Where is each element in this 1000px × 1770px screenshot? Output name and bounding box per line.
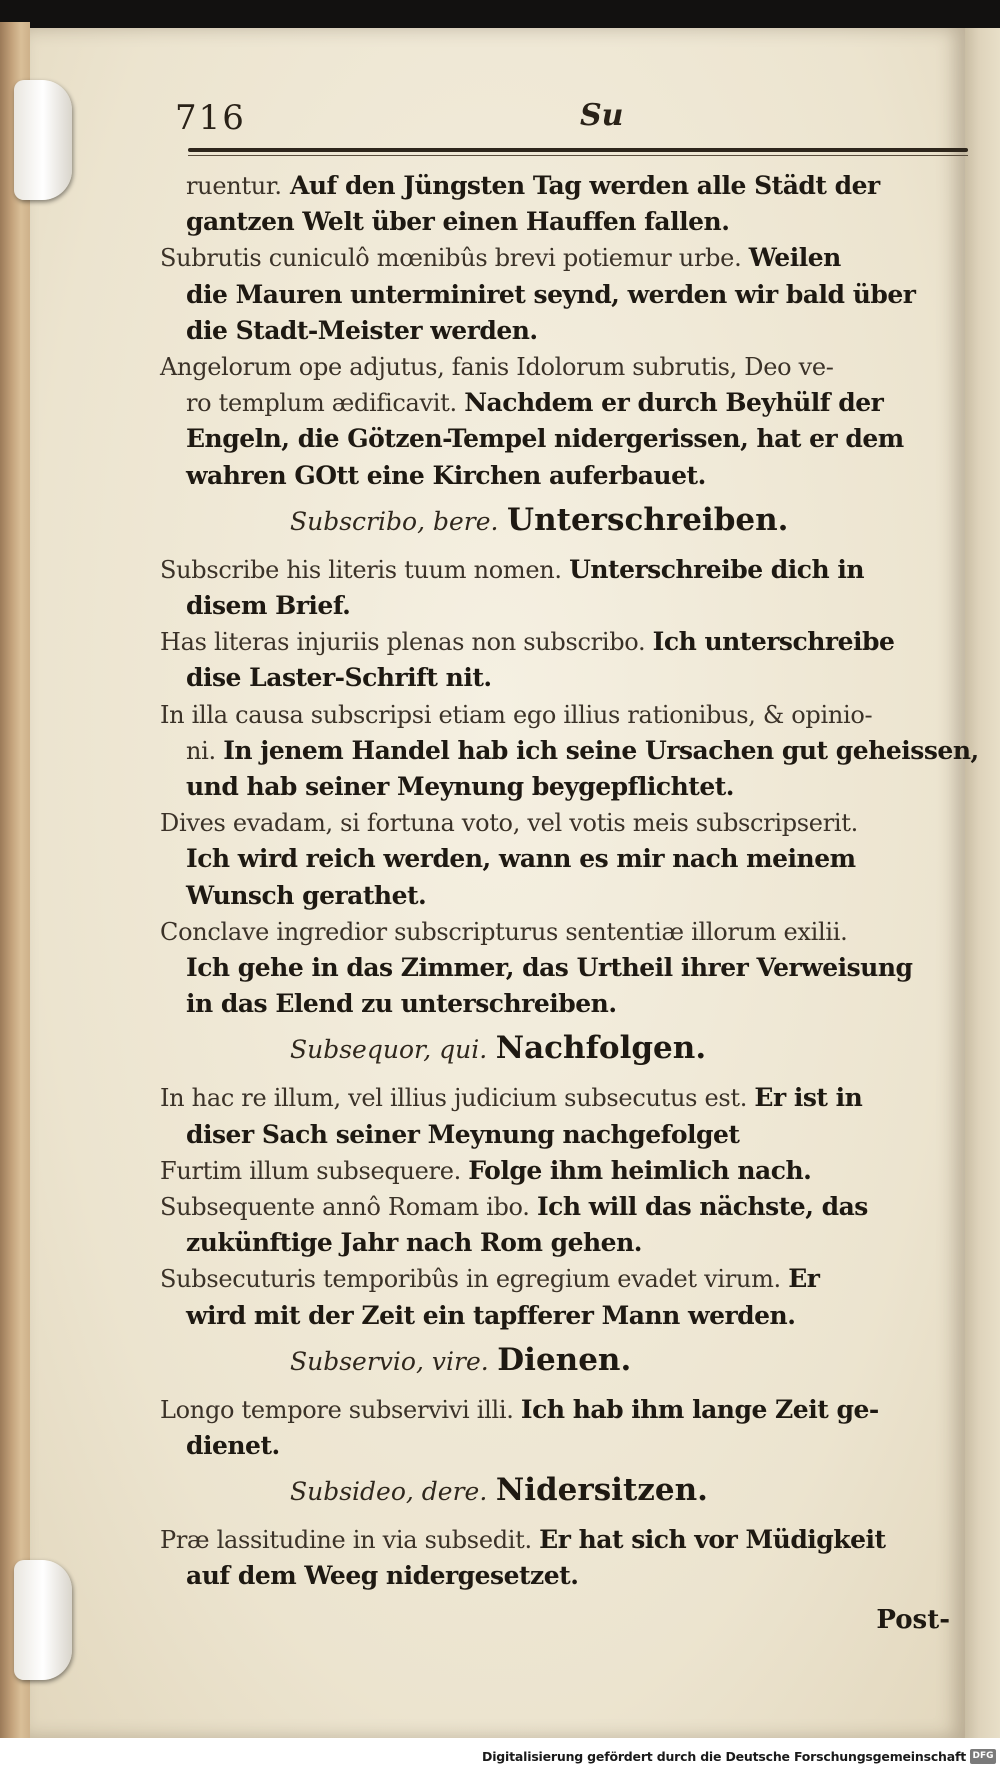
german-translation: Weilen <box>748 243 841 273</box>
latin-phrase: Præ lassitudine in via subsedit. <box>160 1526 540 1555</box>
latin-phrase: Angelorum ope adjutus, fanis Idolorum subrutis, Deo ve- <box>160 353 834 381</box>
german-translation: In jenem Handel hab ich seine Ursachen gut geheissen, <box>223 735 979 765</box>
latin-phrase: Subsecuturis temporibûs in egregium evadet virum. <box>160 1265 789 1294</box>
facing-page-strip <box>965 28 1000 1738</box>
german-translation: auf dem Weeg nidergesetzet. <box>186 1561 579 1591</box>
text-line <box>160 349 834 385</box>
text-line <box>186 986 617 1022</box>
text-line <box>160 805 858 841</box>
text-line <box>160 240 841 276</box>
german-translation: diser Sach seiner Meynung nachgefolget <box>186 1119 740 1149</box>
text-line <box>186 1225 642 1261</box>
german-translation: Nachdem er durch Beyhülf der <box>464 388 884 418</box>
text-line <box>186 1117 739 1153</box>
german-translation: die Mauren unterminiret seynd, werden wir bald über <box>186 279 916 309</box>
german-translation: wahren GOtt eine Kirchen auferbauet. <box>186 460 706 490</box>
german-translation: zukünftige Jahr nach Rom gehen. <box>186 1228 642 1258</box>
latin-phrase: In illa causa subscripsi etiam ego illius rationibus, & opinio- <box>160 700 873 729</box>
heading-latin: Subscribo, bere. <box>290 506 499 536</box>
text-line <box>186 168 880 204</box>
heading-latin: Subservio, vire. <box>290 1346 489 1376</box>
entry-heading <box>290 1030 706 1068</box>
german-translation: Ich wird reich werden, wann es mir nach meinem <box>186 844 856 874</box>
german-translation: Engeln, die Götzen-Tempel nidergerissen, hat er dem <box>186 424 904 454</box>
text-line <box>186 1558 578 1594</box>
latin-phrase: ro templum ædificavit. <box>186 389 465 418</box>
german-translation: gantzen Welt über einen Hauffen fallen. <box>186 207 730 237</box>
text-line <box>160 1080 862 1116</box>
latin-phrase: Conclave ingredior subscripturus sententiæ illorum exilii. <box>160 917 848 946</box>
heading-german: Nachfolgen. <box>495 1030 707 1067</box>
entry-heading <box>290 502 788 540</box>
running-head: Su <box>580 98 624 133</box>
text-line <box>186 841 856 877</box>
text-line <box>160 552 864 588</box>
latin-phrase: Subscribe his literis tuum nomen. <box>160 555 570 584</box>
german-translation: disem Brief. <box>186 591 351 620</box>
text-line <box>186 421 904 457</box>
text-line <box>186 277 915 313</box>
text-line <box>186 878 426 914</box>
heading-latin: Subsequor, qui. <box>290 1035 488 1065</box>
text-line <box>186 1428 280 1464</box>
heading-german: Unterschreiben. <box>507 501 789 538</box>
latin-phrase: Furtim illum subsequere. <box>160 1156 469 1185</box>
text-line <box>186 313 538 349</box>
german-translation: Unterschreibe dich in <box>569 554 865 584</box>
german-translation: dienet. <box>186 1431 280 1460</box>
digitization-credit: Digitalisierung gefördert durch die Deutsche Forschungsgemeinschaft <box>482 1749 966 1764</box>
text-line <box>186 1298 795 1334</box>
dfg-logo: DFG <box>970 1749 996 1764</box>
latin-phrase: ruentur. <box>186 172 282 200</box>
page-clip-bottom <box>14 1560 72 1680</box>
entry-heading <box>290 1342 631 1380</box>
latin-phrase: Subrutis cuniculô mœnibûs brevi potiemur urbe. <box>160 244 749 273</box>
german-translation: Er <box>788 1264 820 1294</box>
text-line <box>160 1392 879 1428</box>
text-line <box>186 769 734 805</box>
latin-phrase: Has literas injuriis plenas non subscribo. <box>160 628 653 657</box>
german-translation: Ich will das nächste, das <box>536 1192 868 1221</box>
text-line <box>186 733 979 769</box>
text-line <box>186 588 350 624</box>
header-rule-thin <box>188 155 968 156</box>
entry-heading <box>290 1472 708 1510</box>
german-translation: und hab seiner Meynung beygepflichtet. <box>186 772 734 801</box>
page-clip-top <box>14 80 72 200</box>
text-line <box>186 660 492 696</box>
german-translation: Auf den Jüngsten Tag werden alle Städt der <box>281 171 880 200</box>
heading-latin: Subsideo, dere. <box>290 1477 488 1507</box>
text-line <box>160 914 847 950</box>
german-translation: in das Elend zu unterschreiben. <box>186 989 617 1019</box>
german-translation: Folge ihm heimlich nach. <box>468 1155 812 1185</box>
latin-phrase: Subsequente annô Romam ibo. <box>160 1193 537 1221</box>
text-line <box>160 697 872 733</box>
german-translation: Ich gehe in das Zimmer, das Urtheil ihrer Verweisung <box>186 953 913 982</box>
latin-phrase: ni. <box>186 736 224 765</box>
text-line <box>160 1522 886 1558</box>
text-line <box>186 458 706 494</box>
text-line <box>160 1153 811 1189</box>
german-translation: Er ist in <box>754 1083 863 1113</box>
book-spine-edge <box>0 22 30 1742</box>
heading-german: Dienen. <box>497 1341 632 1378</box>
german-translation: Ich hab ihm lange Zeit ge- <box>520 1394 879 1424</box>
text-line <box>160 1189 868 1225</box>
text-line <box>186 204 729 240</box>
text-line <box>160 1261 819 1297</box>
latin-phrase: Dives evadam, si fortuna voto, vel votis meis subscripserit. <box>160 809 858 838</box>
header-rule <box>188 148 968 152</box>
heading-german: Nidersitzen. <box>495 1472 708 1509</box>
german-translation: die Stadt-Meister werden. <box>186 315 538 345</box>
catchword: Post- <box>876 1604 950 1635</box>
text-line <box>186 385 883 421</box>
text-line <box>160 624 894 660</box>
german-translation: dise Laster-Schrift nit. <box>186 663 492 693</box>
german-translation: wird mit der Zeit ein tapfferer Mann werden. <box>186 1300 796 1330</box>
latin-phrase: Longo tempore subservivi illi. <box>160 1395 521 1424</box>
latin-phrase: In hac re illum, vel illius judicium subsecutus est. <box>160 1084 755 1113</box>
german-translation: Wunsch gerathet. <box>186 880 427 910</box>
german-translation: Er hat sich vor Müdigkeit <box>539 1525 886 1555</box>
page-number: 716 <box>175 98 246 138</box>
scan-top-shadow <box>0 0 1000 28</box>
german-translation: Ich unterschreibe <box>652 627 895 657</box>
text-line <box>186 950 913 986</box>
